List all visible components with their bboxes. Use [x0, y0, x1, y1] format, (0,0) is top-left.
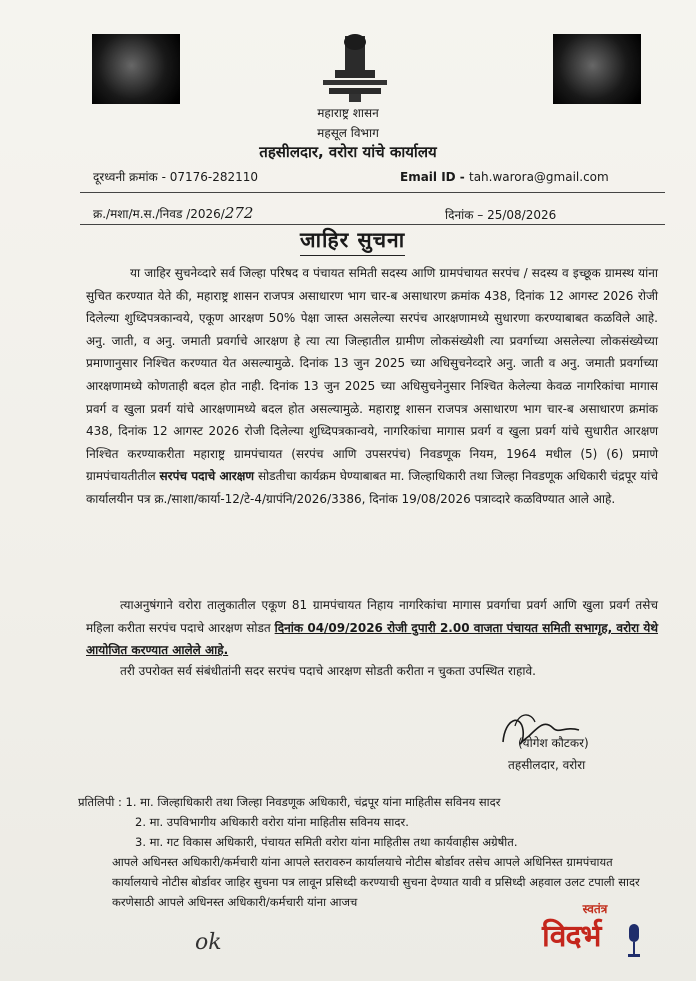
- phone-number: दूरध्वनी क्रमांक - 07176-282110: [93, 170, 259, 184]
- copy-line-4: आपले अधिनस्त अधिकारी/कर्मचारी यांना आपले स्तरावरुन कार्यालयाचे नोटीस बोर्डावर तसेच आपले अधिनिस्त ग्रामपंचायत कार्यालयाचे नोटीस बोर्डावर जाहिर सुचना पत्र लावून प्रसिध्दी करण्याची सुचना देण्यात यावी व प्रसिध्दी अहवाल उलट टपाली सादर करणेसाठी आपले अधिनस्त अधिकारी/कर्मचारी यांना आजच: [112, 855, 640, 909]
- reference-handwritten: 272: [224, 204, 254, 222]
- paragraph-schedule: [86, 594, 658, 662]
- email-line: [400, 170, 609, 184]
- notice-title: जाहिर सुचना: [300, 226, 405, 256]
- reference-prefix: क्र./मशा/म.स./निवड /2026/: [93, 207, 225, 221]
- signatory-designation: तहसीलदार, वरोरा: [508, 758, 586, 772]
- watermark-small: स्वतंत्र: [582, 902, 608, 916]
- divider-top: [80, 192, 665, 193]
- email-value: tah.warora@gmail.com: [468, 170, 609, 184]
- office-name: तहसीलदार, वरोरा यांचे कार्यालय: [259, 143, 437, 161]
- copy-line-2: 2. मा. उपविभागीय अधिकारी वरोरा यांना माहितीस सविनय सादर.: [135, 815, 409, 829]
- watermark-big: विदर्भ: [542, 919, 601, 954]
- photo-left: [92, 34, 180, 104]
- copy-line-1: प्रतिलिपी : 1. मा. जिल्हाधिकारी तथा जिल्हा निवडणूक अधिकारी, चंद्रपूर यांना माहितीस सविनय सादर: [78, 795, 501, 809]
- paragraph-closing: तरी उपरोक्त सर्व संबंधीतांनी सदर सरपंच पदाचे आरक्षण सोडती करीता न चुकता उपस्थित राहावे.: [120, 664, 536, 678]
- paragraph-schedule-bold: दिनांक 04/09/2026 रोजी दुपारी 2.00 वाजता पंचायत समिती सभागृह, वरोरा येथे आयोजित करण्यात आलेले आहे.: [86, 620, 658, 658]
- microphone-icon: [624, 922, 644, 962]
- dept-name: महसूल विभाग: [317, 126, 379, 140]
- watermark-logo: [540, 900, 650, 966]
- paragraph-main-end: सोडतीचा कार्यक्रम घेण्याबाबत मा. जिल्हाधिकारी तथा जिल्हा निवडणूक अधिकारी चंद्रपूर यांचे कार्यालयीन पत्र क्र./साशा/कार्या-12/टे-4/ग्रापंनि/2026/3386, दिनांक 19/08/2026 पत्राव्दारे कळविण्यात आले आहे.: [86, 469, 658, 506]
- photo-right: [553, 34, 641, 104]
- reference-number: [93, 204, 253, 222]
- gov-name: महाराष्ट्र शासन: [317, 106, 379, 120]
- paragraph-main: [86, 262, 658, 511]
- paragraph-main-bold: सरपंच पदाचे आरक्षण: [159, 469, 254, 484]
- divider-bottom: [80, 224, 665, 225]
- document-date: दिनांक – 25/08/2026: [445, 208, 557, 222]
- state-emblem-icon: [315, 30, 395, 106]
- handwritten-ok: ok: [195, 930, 222, 955]
- paragraph-main-text: या जाहिर सुचनेव्दारे सर्व जिल्हा परिषद व पंचायत समिती सदस्य आणि ग्रामपंचायत सरपंच / सदस्य व इच्छूक ग्रामस्थ यांना सुचित करण्यात येते की, महाराष्ट्र शासन राजपत्र असाधारण भाग चार-ब असाधारण क्रमांक 438, दिनांक 12 आगस्ट 2026 रोजी दिलेल्या शुध्दिपत्रकान्वये, एकूण आरक्षण 50% पेक्षा जास्त असलेल्या सरपंच आरक्षणामध्ये सुधारणा करण्याबाबत कळविले आहे. अनु. जाती, व अनु. जमाती प्रवर्गाचे आरक्षण हे त्या त्या जिल्हातील ग्रामीण लोकसंख्येशी त्या प्रवर्गाच्या असलेल्या लोकसंख्येच्या प्रमाणानुसार निश्चित करण्यात येत असल्यामुळे. दिनांक 13 जुन 2025 च्या अधिसुचनेव्दारे अनु. जाती व अनु. जमाती प्रवर्गाच्या आरक्षणामध्ये कोणताही बदल होत नाही. दिनांक 13 जुन 2025 च्या अधिसुचनेनुसार निश्चित केलेल्या केवळ नागरिकांचा मागास प्रवर्ग व खुला प्रवर्ग यांचे आरक्षणामध्ये बदल होत असल्यामुळे. महाराष्ट्र शासन राजपत्र असाधारण भाग चार-ब असाधारण क्रमांक 438, दिनांक 12 आगस्ट 2026 रोजी दिलेल्या शुध्दिपत्रकान्वये, नागरिकांचा मागास प्रवर्ग व खुला प्रवर्ग यांचे सुधारीत आरक्षण निश्चित करण्याकरीता महाराष्ट्र ग्रामपंचायत (सरपंच आणि उपसरपंच) निवडणूक नियम, 1964 मधील (5) (6) प्रमाणे ग्रामपंचायतीतील: [86, 266, 658, 484]
- copy-line-3: 3. मा. गट विकास अधिकारी, पंचायत समिती वरोरा यांना माहितीस तथा कार्यवाहीस अग्रेषीत.: [135, 835, 518, 849]
- signatory-name: (योगेश कौटकर): [518, 736, 589, 750]
- paragraph-schedule-text: त्याअनुषंगाने वरोरा तालुकातील एकूण 81 ग्रामपंचायत निहाय नागरिकांचा मागास प्रवर्गाचा प्रवर्ग आणि खुला प्रवर्ग तसेच महिला करीता सरपंच पदाचे आरक्षण सोडत: [86, 598, 658, 635]
- email-label: Email ID -: [400, 170, 465, 184]
